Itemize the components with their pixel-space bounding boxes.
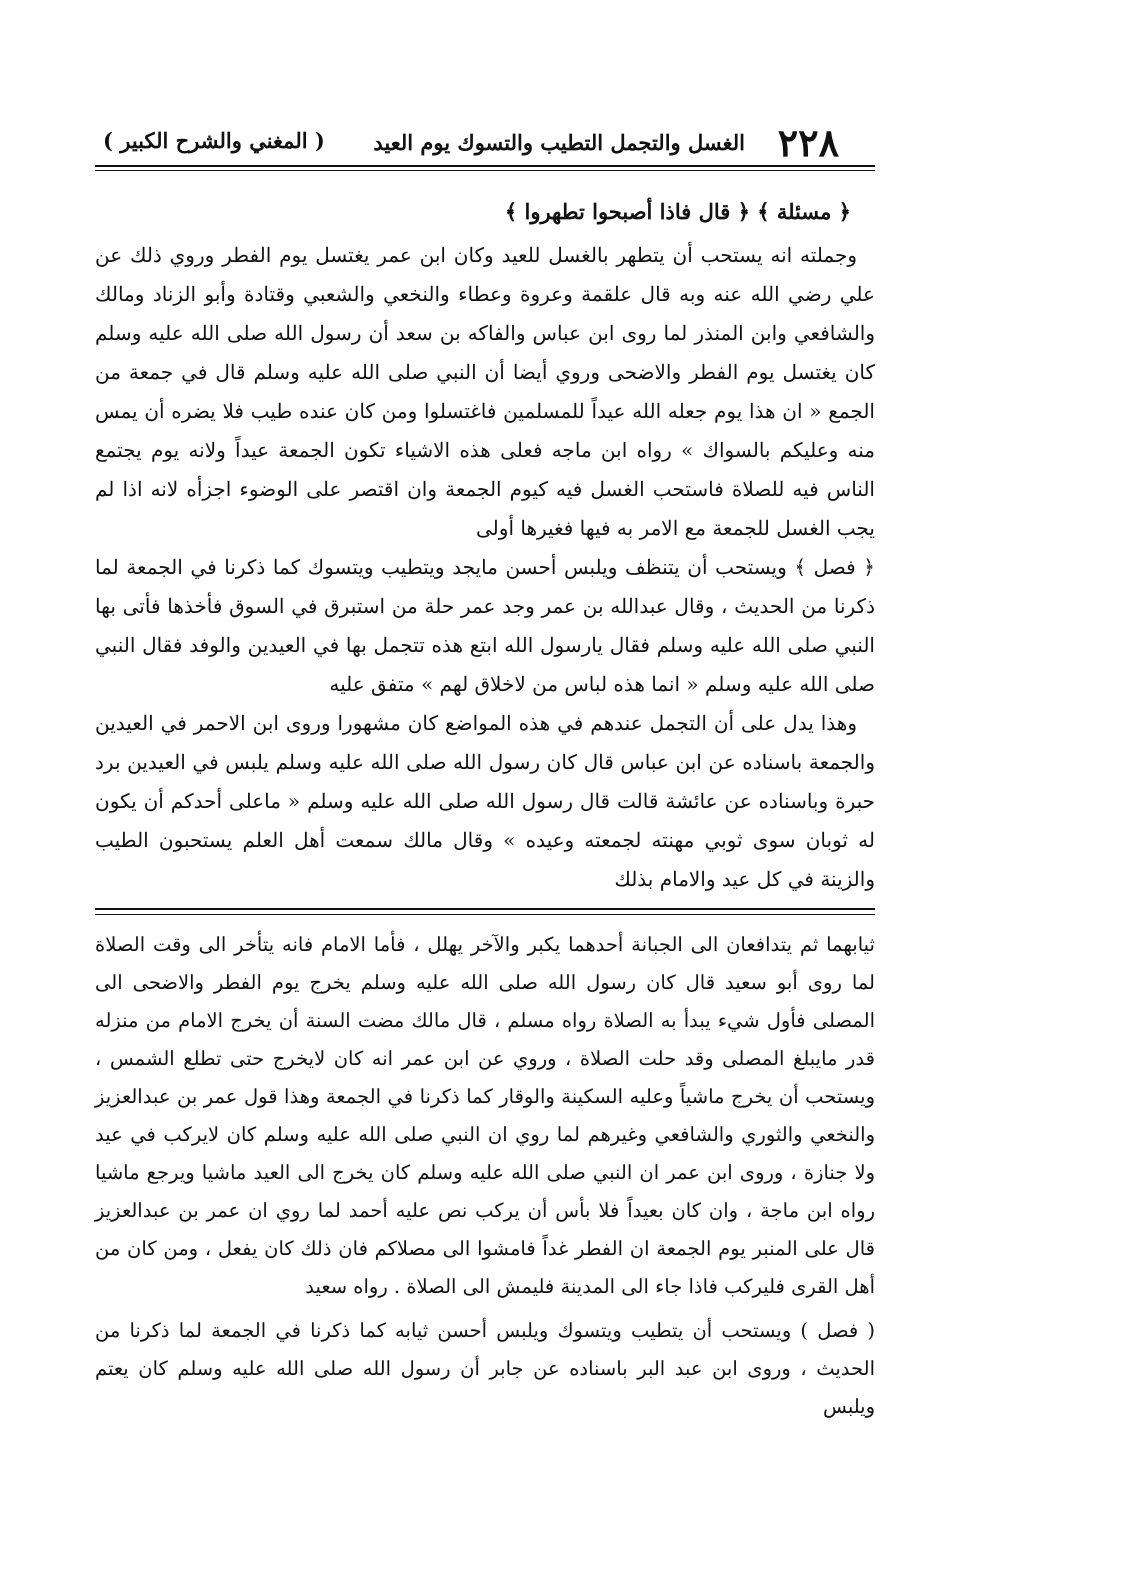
main-paragraph-1: وجملته انه يستحب أن يتطهر بالغسل للعيد وكان ابن عمر يغتسل يوم الفطر وروي ذلك عن علي رضي الله عنه وبه قال علقمة وعروة وعطاء والنخعي والشعبي وقتادة وأبو الزناد ومالك والشافعي وابن المنذر لما روى ابن عباس والفاكه بن سعد أن رسول الله صلى الله عليه وسلم كان يغتسل يوم الفطر والاضحى وروي أيضا أن النبي صلى الله عليه وسلم قال في جمعة من الجمع « ان هذا يوم جعله الله عيداً للمسلمين فاغتسلوا ومن كان عنده طيب فلا يضره أن يمس منه وعليكم بالسواك » رواه ابن ماجه فعلى هذه الاشياء تكون الجمعة عيداً ولانه يوم يجتمع الناس فيه للصلاة فاستحب الغسل فيه كيوم الجمعة وان اقتصر على الوضوء اجزأه لانه اذا لم يجب الغسل للجمعة مع الامر به فيها فغيرها أولى (95, 243, 875, 540)
page-number: ٢٢٨ (777, 120, 839, 165)
book-page (95, 118, 875, 1498)
main-text (95, 188, 875, 899)
main-paragraph-3: وهذا يدل على أن التجمل عندهم في هذه المواضع كان مشهورا وروى ابن الاحمر في العيدين والجمعة باسناده عن ابن عباس قال كان رسول الله صلى الله عليه وسلم يلبس في العيدين برد حبرة وباسناده عن عائشة قالت قال رسول الله صلى الله عليه وسلم « ماعلى أحدكم أن يكون له ثوبان سوى ثوبي مهنته لجمعته وعيده » وقال مالك سمعت أهل العلم يستحبون الطيب والزينة في كل عيد والامام بذلك (95, 711, 875, 891)
main-paragraph-2: ﴿ فصل ﴾ ويستحب أن يتنظف ويلبس أحسن مايجد ويتطيب ويتسوك كما ذكرنا في الجمعة لما ذكرنا من الحديث ، وقال عبدالله بن عمر وجد عمر حلة من استبرق في السوق فأخذها فأتى بها النبي صلى الله عليه وسلم فقال يارسول الله ابتع هذه تتجمل بها في العيدين والوفد فقال النبي صلى الله عليه وسلم « انما هذه لباس من لاخلاق لهم » متفق عليه (95, 555, 875, 696)
running-topic: الغسل والتجمل التطيب والتسوك يوم العيد (373, 130, 745, 155)
masala-heading: ﴿ مسئلة ﴾ ﴿ قال فاذا أصبحوا تطهروا ﴾ (504, 199, 851, 224)
lower-commentary (95, 926, 875, 1426)
section-divider (95, 908, 875, 915)
commentary-paragraph-2: ( فصل ) ويستحب أن يتطيب ويتسوك ويلبس أحسن ثيابه كما ذكرنا في الجمعة لما ذكرنا من الحديث ، وروى ابن عبد البر باسناده عن جابر أن رسول الله صلى الله عليه وسلم كان يعتم ويلبس (95, 1319, 875, 1418)
header-rule-thin (95, 170, 875, 171)
page-header (95, 118, 875, 164)
commentary-paragraph-1: ثيابهما ثم يتدافعان الى الجبانة أحدهما يكبر والآخر يهلل ، فأما الامام فانه يتأخر الى وقت الصلاة لما روى أبو سعيد قال كان رسول الله صلى الله عليه وسلم يخرج يوم الفطر والاضحى الى المصلى فأول شيء يبدأ به الصلاة رواه مسلم ، قال مالك مضت السنة أن يخرج الامام من منزله قدر مايبلغ المصلى وقد حلت الصلاة ، وروي عن ابن عمر انه كان لايخرج حتى تطلع الشمس ، ويستحب أن يخرج ماشياً وعليه السكينة والوقار كما ذكرنا في الجمعة وهذا قول عمر بن عبدالعزيز والنخعي والثوري والشافعي وغيرهم لما روي ان النبي صلى الله عليه وسلم كان لايركب في عيد ولا جنازة ، وروى ابن عمر ان النبي صلى الله عليه وسلم كان يخرج الى العيد ماشيا ويرجع ماشيا رواه ابن ماجة ، وان كان بعيداً فلا بأس أن يركب نص عليه أحمد لما روي ان عمر بن عبدالعزيز قال على المنبر يوم الجمعة ان الفطر غداً فامشوا الى مصلاكم فان ذلك كان يفعل ، ومن كان من أهل القرى فليركب فاذا جاء الى المدينة فليمش الى الصلاة . رواه سعيد (95, 933, 875, 1298)
book-title: ( المغني والشرح الكبير ) (103, 128, 325, 153)
header-rule (95, 165, 875, 167)
